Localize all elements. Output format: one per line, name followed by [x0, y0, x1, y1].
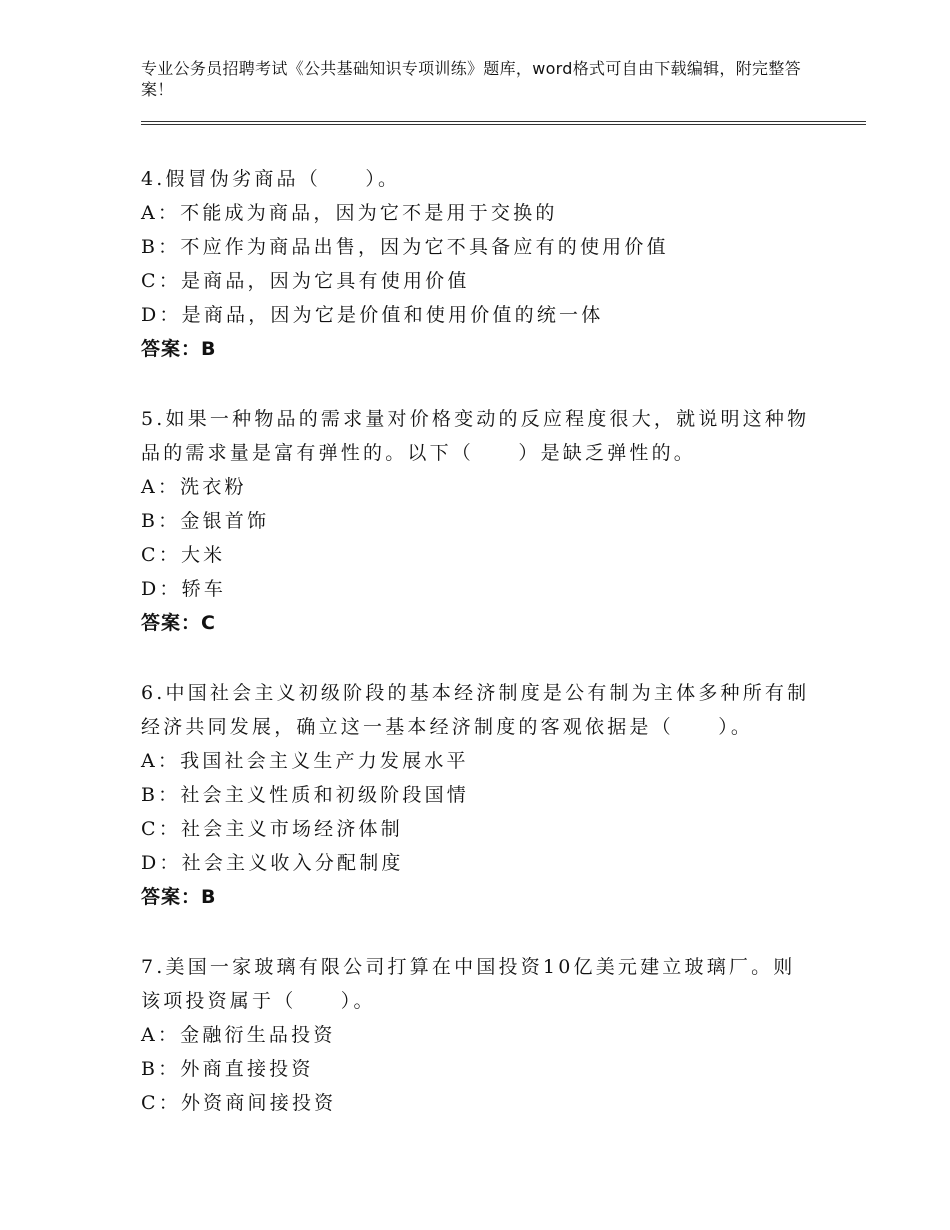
question-4: [141, 162, 811, 366]
option-b: B：外商直接投资: [141, 1058, 314, 1080]
option-a: A：不能成为商品，因为它不是用于交换的: [141, 202, 558, 224]
option-b: B：不应作为商品出售，因为它不具备应有的使用价值: [141, 236, 669, 258]
question-list: [141, 162, 811, 1156]
option-b: B：社会主义性质和初级阶段国情: [141, 784, 469, 806]
header-divider-top: [141, 121, 866, 122]
option-c: C：外资商间接投资: [141, 1092, 337, 1114]
option-a: A：洗衣粉: [141, 476, 247, 498]
option-d: D：轿车: [141, 578, 227, 600]
answer: 答案：B: [141, 338, 217, 360]
header-text: 专业公务员招聘考试《公共基础知识专项训练》题库，word格式可自由下载编辑，附完整答案！: [141, 59, 801, 99]
question-stem: 4.假冒伪劣商品（ ）。: [141, 168, 401, 190]
question-stem: 5.如果一种物品的需求量对价格变动的反应程度很大，就说明这种物品的需求量是富有弹性的。以下（ ）是缺乏弹性的。: [141, 408, 810, 464]
question-stem: 6.中国社会主义初级阶段的基本经济制度是公有制为主体多种所有制经济共同发展，确立这一基本经济制度的客观依据是（ ）。: [141, 682, 810, 738]
document-header: [141, 58, 801, 100]
option-a: A：金融衍生品投资: [141, 1024, 336, 1046]
option-c: C：是商品，因为它具有使用价值: [141, 270, 470, 292]
question-7: [141, 950, 811, 1120]
question-stem: 7.美国一家玻璃有限公司打算在中国投资10亿美元建立玻璃厂。则该项投资属于（ ）。: [141, 956, 796, 1012]
answer: 答案：C: [141, 612, 216, 634]
option-b: B：金银首饰: [141, 510, 270, 532]
option-d: D：是商品，因为它是价值和使用价值的统一体: [141, 304, 604, 326]
answer: 答案：B: [141, 886, 217, 908]
question-5: [141, 402, 811, 640]
header-divider-bottom: [141, 124, 866, 125]
option-a: A：我国社会主义生产力发展水平: [141, 750, 469, 772]
option-d: D：社会主义收入分配制度: [141, 852, 404, 874]
option-c: C：社会主义市场经济体制: [141, 818, 403, 840]
question-6: [141, 676, 811, 914]
option-c: C：大米: [141, 544, 226, 566]
